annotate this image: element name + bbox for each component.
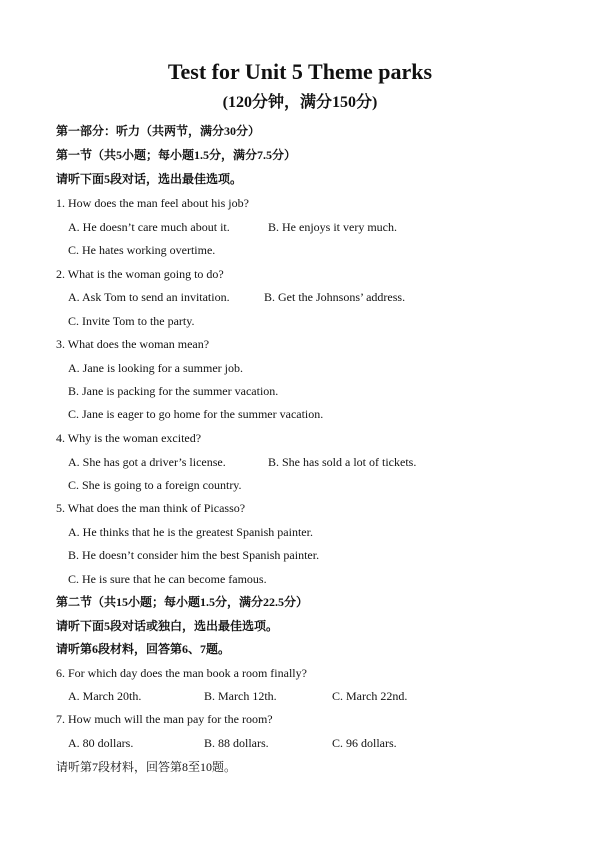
option-a: A. Jane is looking for a summer job. [68,361,243,375]
option-a: A. March 20th. [68,689,142,703]
section2-instruction: 请听下面5段对话或独白，选出最佳选项。 [56,619,279,633]
option-b: B. He doesn’t consider him the best Spanish painter. [68,548,320,562]
question-stem: 5. What does the man think of Picasso? [56,501,246,515]
material6-instruction: 请听第6段材料，回答第6、7题。 [56,642,231,656]
question-stem: 2. What is the woman going to do? [56,267,224,281]
part1-heading: 第一部分：听力（共两节，满分30分） [56,124,261,138]
section1-instruction: 请听下面5段对话，选出最佳选项。 [56,172,243,186]
question-stem: 3. What does the woman mean? [56,337,210,351]
option-c: C. 96 dollars. [332,736,397,750]
option-c: C. He hates working overtime. [68,243,216,257]
page-title: Test for Unit 5 Theme parks [167,59,433,84]
option-c: C. Jane is eager to go home for the summer vacation. [68,407,324,421]
option-c: C. March 22nd. [332,689,408,703]
material7-instruction: 请听第7段材料，回答第8至10题。 [56,760,237,774]
option-b: B. March 12th. [204,689,277,703]
question-stem: 6. For which day does the man book a room finally? [56,666,307,680]
option-a: A. She has got a driver’s license. [68,455,226,469]
option-b: B. Jane is packing for the summer vacation. [68,384,279,398]
option-a: A. 80 dollars. [68,736,134,750]
question-stem: 4. Why is the woman excited? [56,431,202,445]
question-stem: 7. How much will the man pay for the room? [56,712,273,726]
section1-heading: 第一节（共5小题；每小题1.5分，满分7.5分） [56,148,297,162]
option-c: C. Invite Tom to the party. [68,314,195,328]
option-a: A. He thinks that he is the greatest Spanish painter. [68,525,313,539]
option-b: B. 88 dollars. [204,736,269,750]
page-subtitle: (120分钟，满分150分) [222,94,378,111]
section2-heading: 第二节（共15小题；每小题1.5分，满分22.5分） [56,595,309,609]
option-b: B. Get the Johnsons’ address. [264,290,406,304]
option-b: B. She has sold a lot of tickets. [268,455,417,469]
option-b: B. He enjoys it very much. [268,220,397,234]
option-a: A. Ask Tom to send an invitation. [68,290,230,304]
option-c: C. She is going to a foreign country. [68,478,242,492]
option-c: C. He is sure that he can become famous. [68,572,267,586]
question-stem: 1. How does the man feel about his job? [56,196,249,210]
option-a: A. He doesn’t care much about it. [68,220,230,234]
